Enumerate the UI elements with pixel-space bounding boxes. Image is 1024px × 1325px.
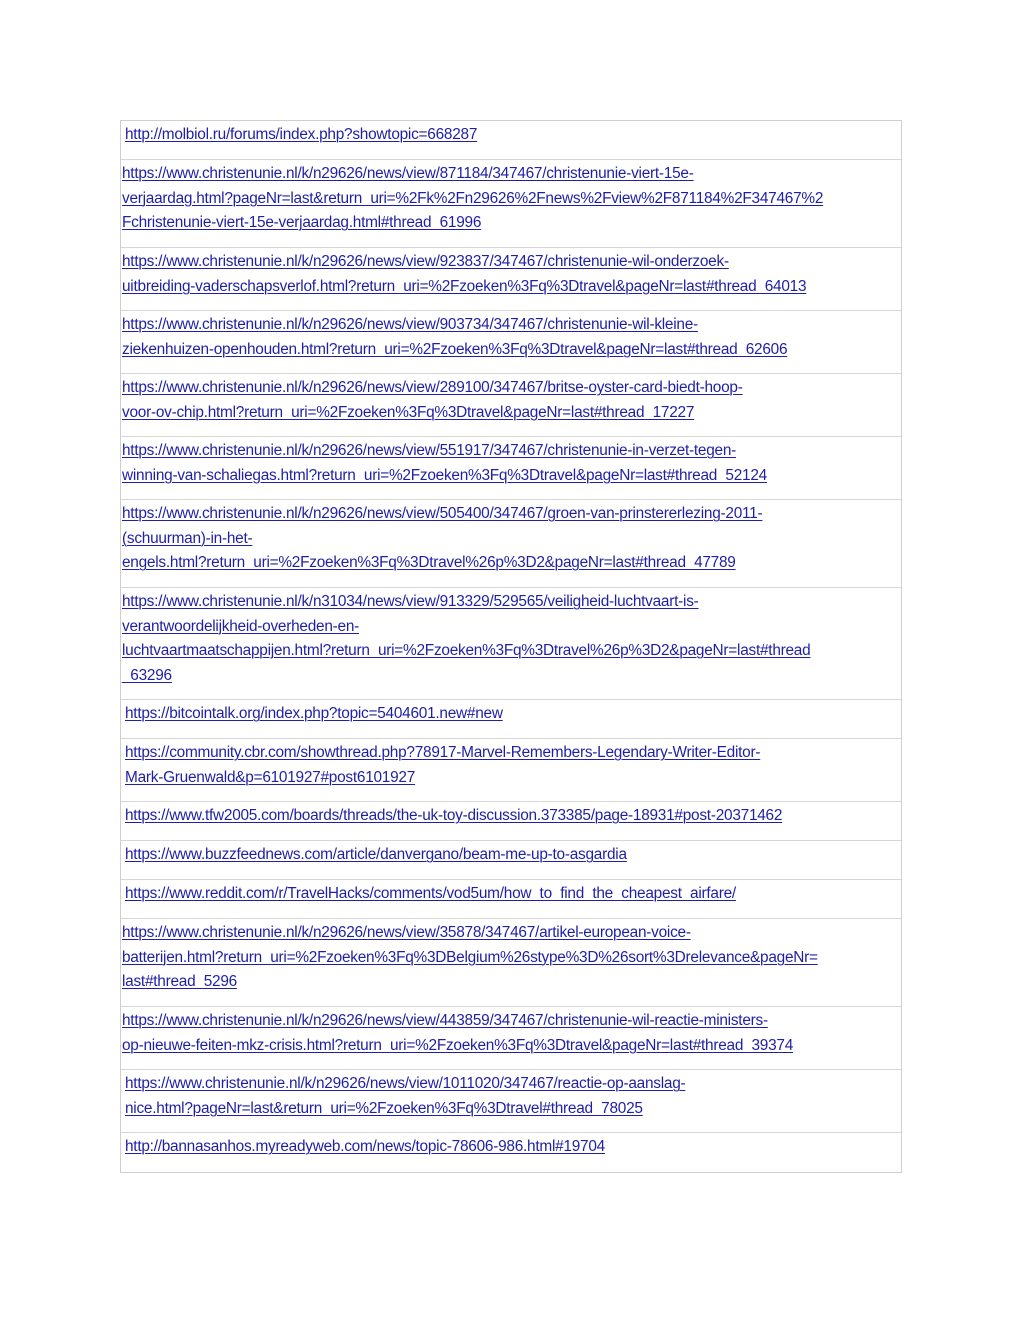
hyperlink-line[interactable]: Fchristenunie-viert-15e-verjaardag.html#thread_61996 [122,214,482,231]
link-row [121,880,901,919]
hyperlink-line[interactable]: http://molbiol.ru/forums/index.php?showtopic=668287 [125,126,478,143]
hyperlink-line[interactable]: https://www.christenunie.nl/k/n29626/news/view/505400/347467/groen-van-prinstererlezing-2011- [122,505,763,522]
link-row [121,374,901,437]
link-row [121,919,901,1007]
link-row [121,1133,901,1172]
hyperlink[interactable] [121,123,901,148]
hyperlink-line[interactable]: uitbreiding-vaderschapsverlof.html?return_uri=%2Fzoeken%3Fq%3Dtravel&pageNr=last#thread_64013 [122,277,807,295]
hyperlink-line[interactable]: https://www.buzzfeednews.com/article/danvergano/beam-me-up-to-asgardia [125,846,627,863]
hyperlink[interactable] [121,843,901,868]
hyperlink-line[interactable]: (schuurman)-in-het- [122,529,253,547]
link-row [121,160,901,248]
hyperlink[interactable] [121,1135,901,1160]
hyperlink-line[interactable]: https://www.christenunie.nl/k/n29626/news/view/551917/347467/christenunie-in-verzet-tegen- [122,442,737,459]
hyperlink-line[interactable]: https://www.christenunie.nl/k/n29626/news/view/903734/347467/christenunie-wil-kleine- [122,316,698,333]
hyperlink-line[interactable]: last#thread_5296 [122,973,237,990]
hyperlink-line[interactable]: verantwoordelijkheid-overheden-en- [122,617,360,635]
hyperlink[interactable] [121,882,901,907]
hyperlink-line[interactable]: op-nieuwe-feiten-mkz-crisis.html?return_uri=%2Fzoeken%3Fq%3Dtravel&pageNr=last#thread_39374 [122,1036,794,1054]
hyperlink-line[interactable]: https://www.christenunie.nl/k/n29626/news/view/1011020/347467/reactie-op-aanslag- [125,1075,686,1092]
hyperlink-line[interactable]: https://www.christenunie.nl/k/n29626/news/view/871184/347467/christenunie-viert-15e- [122,165,694,182]
hyperlink-line[interactable]: nice.html?pageNr=last&return_uri=%2Fzoeken%3Fq%3Dtravel#thread_78025 [125,1099,643,1117]
link-row [121,802,901,841]
hyperlink-line[interactable]: engels.html?return_uri=%2Fzoeken%3Fq%3Dtravel%26p%3D2&pageNr=last#thread_47789 [122,554,736,571]
hyperlink[interactable] [121,804,901,829]
hyperlink[interactable] [121,250,901,299]
hyperlink[interactable] [121,741,901,790]
hyperlink-line[interactable]: https://community.cbr.com/showthread.php?78917-Marvel-Remembers-Legendary-Writer-Editor- [125,744,761,761]
hyperlink[interactable] [121,590,901,688]
link-row [121,700,901,739]
hyperlink[interactable] [121,439,901,488]
hyperlink-line[interactable]: https://www.christenunie.nl/k/n31034/news/view/913329/529565/veiligheid-luchtvaart-is- [122,593,699,610]
hyperlink-line[interactable]: ziekenhuizen-openhouden.html?return_uri=%2Fzoeken%3Fq%3Dtravel&pageNr=last#thread_62606 [122,340,788,358]
hyperlink-line[interactable]: https://www.christenunie.nl/k/n29626/news/view/289100/347467/britse-oyster-card-biedt-hoop- [122,379,743,396]
link-row [121,1007,901,1070]
hyperlink-line[interactable]: winning-van-schaliegas.html?return_uri=%2Fzoeken%3Fq%3Dtravel&pageNr=last#thread_52124 [122,466,767,484]
hyperlink[interactable] [121,502,901,576]
hyperlink[interactable] [121,921,901,995]
link-table [120,120,902,1173]
link-row [121,500,901,588]
hyperlink-line[interactable]: https://www.tfw2005.com/boards/threads/the-uk-toy-discussion.373385/page-18931#post-20371462 [125,807,783,824]
hyperlink-line[interactable]: _63296 [122,666,172,684]
hyperlink-line[interactable]: https://www.christenunie.nl/k/n29626/news/view/443859/347467/christenunie-wil-reactie-ministers- [122,1012,768,1029]
link-row [121,248,901,311]
link-row [121,437,901,500]
link-row [121,121,901,160]
link-row [121,588,901,700]
hyperlink[interactable] [121,376,901,425]
hyperlink[interactable] [121,1009,901,1058]
hyperlink-line[interactable]: https://www.christenunie.nl/k/n29626/news/view/35878/347467/artikel-european-voice- [122,924,691,941]
hyperlink-line[interactable]: Mark-Gruenwald&p=6101927#post6101927 [125,768,416,786]
hyperlink[interactable] [121,313,901,362]
hyperlink-line[interactable]: http://bannasanhos.myreadyweb.com/news/topic-78606-986.html#19704 [125,1138,605,1155]
hyperlink[interactable] [121,702,901,727]
link-row [121,739,901,802]
hyperlink-line[interactable]: https://www.reddit.com/r/TravelHacks/comments/vod5um/how_to_find_the_cheapest_airfare/ [125,885,736,902]
hyperlink[interactable] [121,162,901,236]
hyperlink[interactable] [121,1072,901,1121]
hyperlink-line[interactable]: voor-ov-chip.html?return_uri=%2Fzoeken%3Fq%3Dtravel&pageNr=last#thread_17227 [122,403,695,421]
hyperlink-line[interactable]: https://www.christenunie.nl/k/n29626/news/view/923837/347467/christenunie-wil-onderzoek- [122,253,729,270]
link-row [121,311,901,374]
link-row [121,841,901,880]
link-row [121,1070,901,1133]
hyperlink-line[interactable]: luchtvaartmaatschappijen.html?return_uri=%2Fzoeken%3Fq%3Dtravel%26p%3D2&pageNr=last#thread [122,642,811,659]
hyperlink-line[interactable]: https://bitcointalk.org/index.php?topic=5404601.new#new [125,705,503,722]
hyperlink-line[interactable]: batterijen.html?return_uri=%2Fzoeken%3Fq%3DBelgium%26stype%3D%26sort%3Drelevance&pageNr= [122,948,818,966]
hyperlink-line[interactable]: verjaardag.html?pageNr=last&return_uri=%2Fk%2Fn29626%2Fnews%2Fview%2F871184%2F347467%2 [122,189,824,207]
